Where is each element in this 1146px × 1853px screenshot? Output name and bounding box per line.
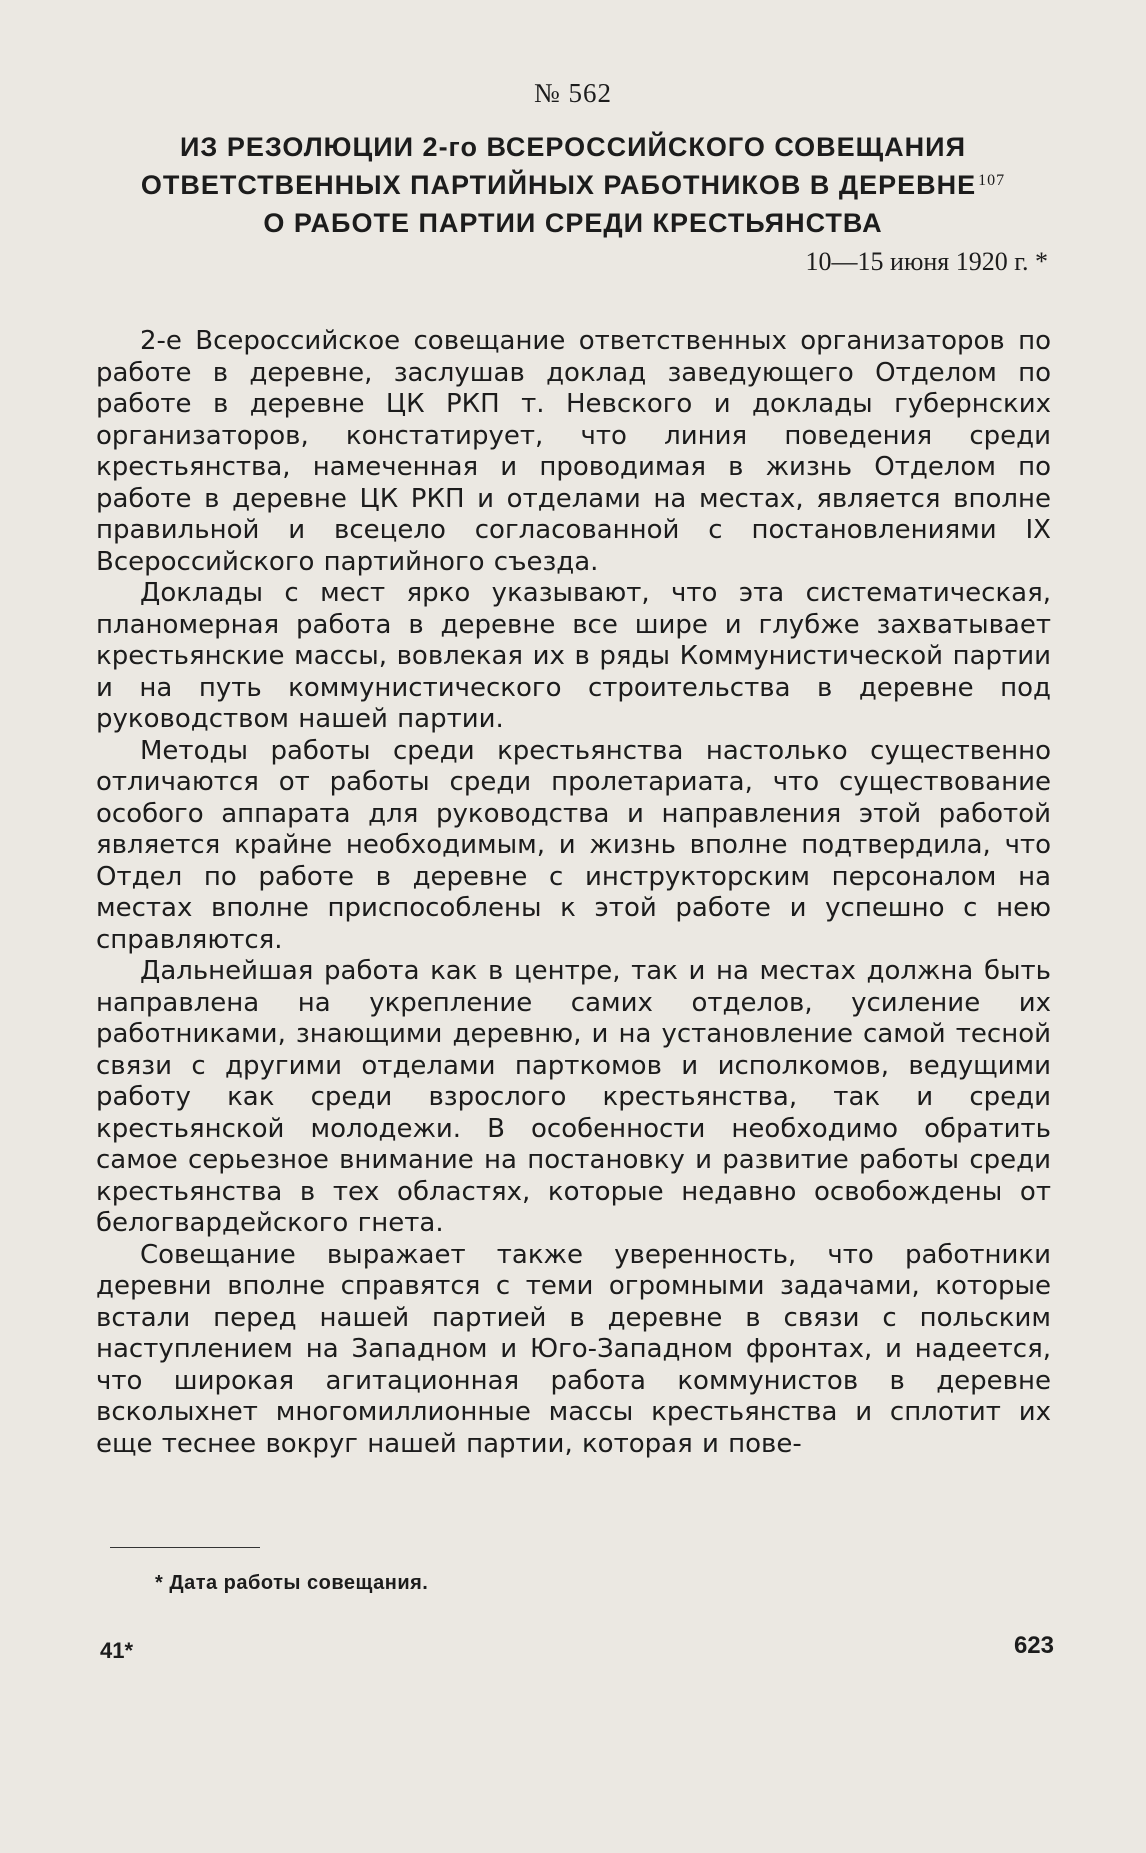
- document-title: [120, 128, 1026, 242]
- title-line-1: ИЗ РЕЗОЛЮЦИИ 2-го ВСЕРОССИЙСКОГО СОВЕЩАНИЯ: [180, 132, 966, 162]
- paragraph-4: Дальнейшая работа как в центре, так и на местах должна быть направлена на укрепление самих отделов, усиление их работниками, знающими деревню, и на установление самой тесной связи с другими отделами парткомов и исполкомов, ведущими работу как среди взрослого крестьянства, так и среди крестьянской молодежи. В особенности необходимо обратить самое серьезное внимание на постановку и развитие работы среди крестьянства в тех областях, которые недавно освобождены от белогвардейского гнета.: [96, 956, 1051, 1238]
- title-note-reference: 107: [978, 172, 1006, 189]
- paragraph-5: Совещание выражает также уверенность, что работники деревни вполне справятся с теми огромными задачами, которые встали перед нашей партией в деревне в связи с польским наступлением на Западном и Юго-Западном фронтах, и надеется, что широкая агитационная работа коммунистов в деревне всколыхнет многомиллионные массы крестьянства и сплотит их еще теснее вокруг нашей партии, которая и пове-: [96, 1239, 1051, 1459]
- title-line-3: О РАБОТЕ ПАРТИИ СРЕДИ КРЕСТЬЯНСТВА: [263, 208, 883, 238]
- document-number: № 562: [533, 78, 612, 108]
- paragraph-1: 2-е Всероссийское совещание ответственных организаторов по работе в деревне, заслушав доклад заведующего Отделом по работе в деревне ЦК РКП т. Невского и доклады губернских организаторов, констатирует, что линия поведения среди крестьянства, намеченная и проводимая в жизнь Отделом по работе в деревне ЦК РКП и отделами на местах, является вполне правильной и всецело согласованной с постановлениями IX Всероссийского партийного съезда.: [96, 326, 1051, 577]
- document-date: 10—15 июня 1920 г. *: [805, 247, 1048, 276]
- document-body: [96, 326, 1051, 1460]
- paragraph-3: Методы работы среди крестьянства настолько существенно отличаются от работы среди пролетариата, что существование особого аппарата для руководства и направления этой работой является крайне необходимым, и жизнь вполне подтвердила, что Отдел по работе в деревне с инструкторским персоналом на местах вполне приспособлены к этой работе и успешно с нею справляются.: [96, 735, 1051, 955]
- page-number: 623: [1013, 1632, 1054, 1659]
- footnote-divider: [110, 1547, 260, 1548]
- footnote: * Дата работы совещания.: [155, 1572, 429, 1594]
- paragraph-2: Доклады с мест ярко указывают, что эта систематическая, планомерная работа в деревне все шире и глубже захватывает крестьянские массы, вовлекая их в ряды Коммунистической партии и на путь коммунистического строительства в деревне под руководством нашей партии.: [96, 578, 1051, 734]
- title-line-2-text: ОТВЕТСТВЕННЫХ ПАРТИЙНЫХ РАБОТНИКОВ В ДЕРЕВНЕ: [140, 170, 977, 200]
- signature-mark: 41*: [100, 1638, 134, 1663]
- title-line-2: [120, 166, 1026, 204]
